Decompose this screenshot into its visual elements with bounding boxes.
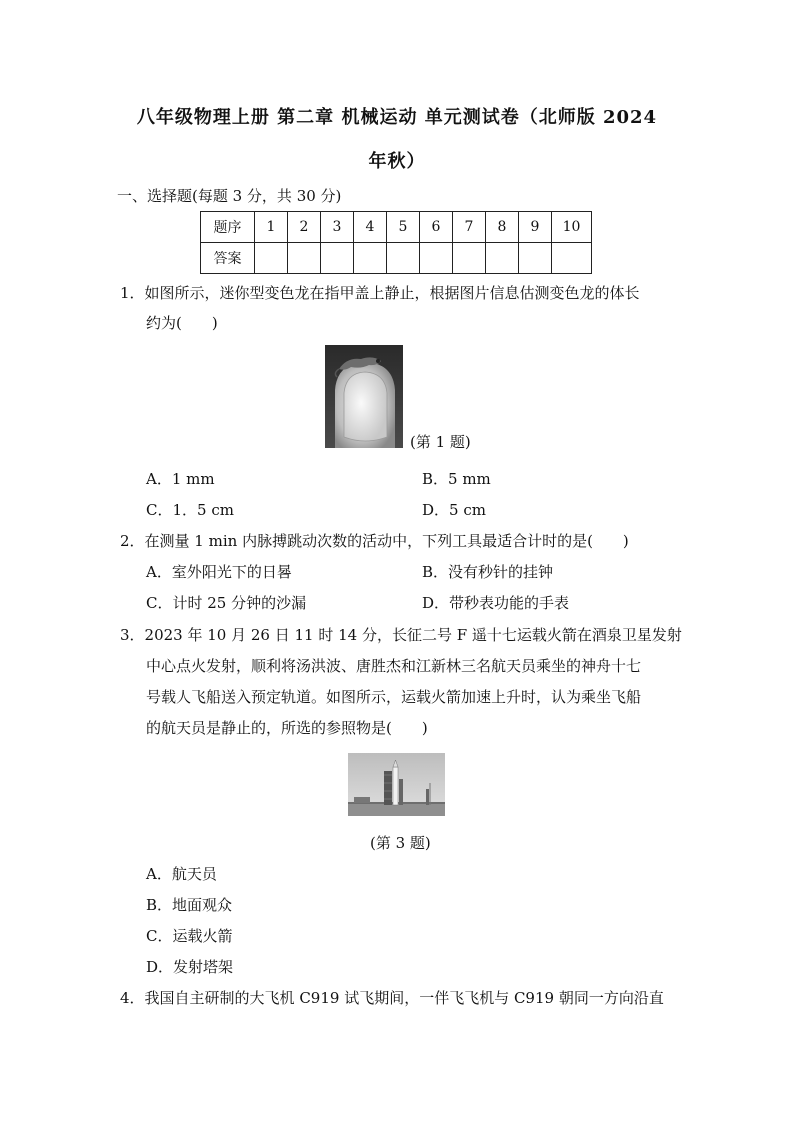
answer-cell[interactable] (453, 243, 486, 274)
question-number-cell: 4 (354, 212, 387, 243)
table-row (201, 243, 592, 274)
chameleon-on-thumbnail-image (325, 345, 403, 448)
answer-cell[interactable] (519, 243, 552, 274)
question-number-cell: 1 (255, 212, 288, 243)
answer-cell[interactable] (255, 243, 288, 274)
question-3-text-continued: 中心点火发射，顺利将汤洪波、唐胜杰和江新林三名航天员乘坐的神舟十七 (146, 657, 642, 675)
q2-option-d[interactable]: D．带秒表功能的手表 (422, 594, 570, 612)
question-3-text-continued: 号载人飞船送入预定轨道。如图所示，运载火箭加速上升时，认为乘坐飞船 (146, 688, 642, 706)
answer-cell[interactable] (354, 243, 387, 274)
question-4-text: 4．我国自主研制的大飞机 C919 试飞期间，一伴飞飞机与 C919 朝同一方向沿直 (120, 989, 664, 1007)
table-row (201, 212, 592, 243)
figure-3-caption: (第 3 题) (370, 834, 431, 852)
question-3-text-continued: 的航天员是静止的，所选的参照物是( ) (146, 719, 428, 737)
question-number-cell: 6 (420, 212, 453, 243)
question-2-text: 2．在测量 1 min 内脉搏跳动次数的活动中，下列工具最适合计时的是( ) (120, 532, 629, 550)
question-number-cell: 8 (486, 212, 519, 243)
question-1-text: 1．如图所示，迷你型变色龙在指甲盖上静止，根据图片信息估测变色龙的体长 (120, 284, 640, 302)
question-number-cell: 7 (453, 212, 486, 243)
answer-cell[interactable] (552, 243, 592, 274)
document-title-continued: 年秋） (368, 151, 426, 172)
question-number-cell: 5 (387, 212, 420, 243)
answer-table (200, 211, 592, 274)
question-1-text-continued: 约为( ) (146, 314, 218, 332)
q2-option-c[interactable]: C．计时 25 分钟的沙漏 (146, 594, 307, 612)
question-number-cell: 9 (519, 212, 552, 243)
table-row-header: 答案 (201, 243, 255, 274)
question-number-cell: 2 (288, 212, 321, 243)
question-number-cell: 3 (321, 212, 354, 243)
q3-option-d[interactable]: D．发射塔架 (146, 958, 234, 976)
question-3-text: 3．2023 年 10 月 26 日 11 时 14 分，长征二号 F 遥十七运载火箭在酒泉卫星发射 (120, 626, 682, 644)
figure-1-caption: (第 1 题) (410, 433, 471, 451)
q2-option-b[interactable]: B．没有秒针的挂钟 (422, 563, 554, 581)
answer-cell[interactable] (321, 243, 354, 274)
q1-option-a[interactable]: A．1 mm (146, 470, 215, 488)
q3-option-b[interactable]: B．地面观众 (146, 896, 233, 914)
document-title: 八年级物理上册 第二章 机械运动 单元测试卷（北师版 2024 (136, 107, 658, 128)
answer-cell[interactable] (387, 243, 420, 274)
q3-option-a[interactable]: A．航天员 (146, 865, 217, 883)
rocket-launch-image (348, 753, 445, 816)
q1-option-d[interactable]: D．5 cm (422, 501, 486, 519)
answer-cell[interactable] (486, 243, 519, 274)
q1-option-b[interactable]: B．5 mm (422, 470, 491, 488)
question-number-cell: 10 (552, 212, 592, 243)
q1-option-c[interactable]: C．1．5 cm (146, 501, 234, 519)
section-heading: 一、选择题(每题 3 分，共 30 分) (117, 187, 342, 205)
answer-cell[interactable] (420, 243, 453, 274)
q2-option-a[interactable]: A．室外阳光下的日晷 (146, 563, 292, 581)
q3-option-c[interactable]: C．运载火箭 (146, 927, 233, 945)
answer-cell[interactable] (288, 243, 321, 274)
table-row-header: 题序 (201, 212, 255, 243)
